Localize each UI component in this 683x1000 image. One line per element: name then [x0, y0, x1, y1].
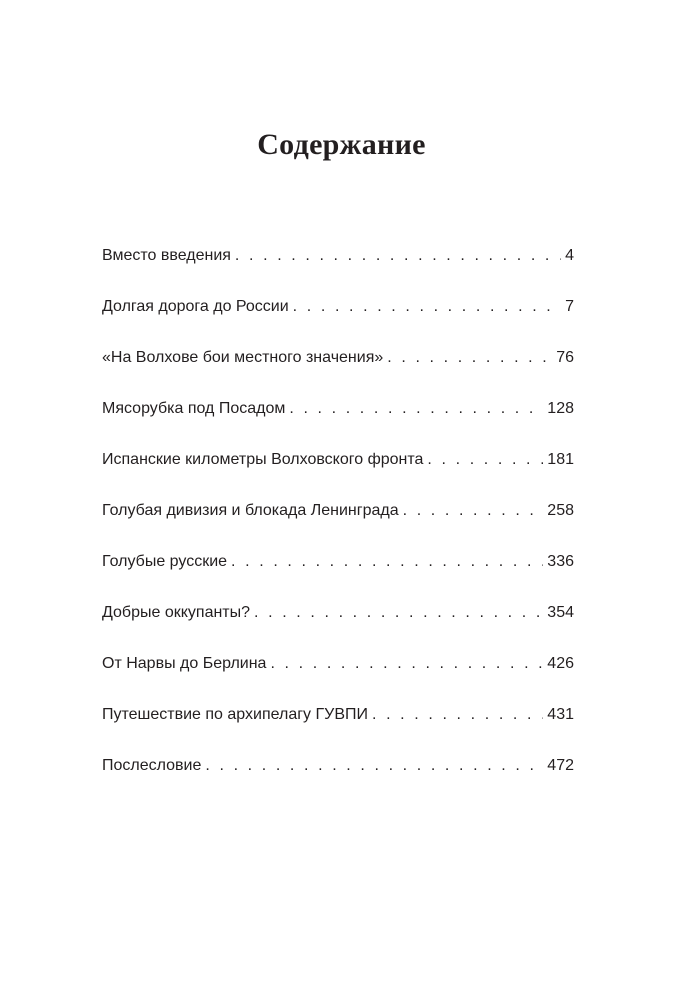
toc-entry: [102, 398, 574, 449]
page-title: Содержание: [257, 128, 426, 161]
dot-leader: [254, 602, 543, 624]
toc-entry-page: 354: [547, 604, 574, 621]
dot-leader: [427, 449, 543, 471]
toc-entry-title: Добрые оккупанты?: [102, 604, 251, 621]
toc-entry: [102, 551, 574, 602]
toc-entry-page: 4: [565, 247, 574, 264]
toc-entry-title: Мясорубка под Посадом: [102, 400, 286, 417]
toc-entry-title: «На Волхове бои местного значения»: [102, 349, 384, 366]
dot-leader: [205, 755, 543, 777]
toc-entry-page: 472: [547, 757, 574, 774]
toc-entry: [102, 449, 574, 500]
toc-entry: [102, 296, 574, 347]
toc-entry-title: Долгая дорога до России: [102, 298, 289, 315]
dot-leader: [403, 500, 544, 522]
toc-entry-page: 258: [547, 502, 574, 519]
dot-leader: [270, 653, 543, 675]
dot-leader: [235, 245, 561, 267]
dot-leader: [372, 704, 543, 726]
toc-entry-page: 426: [547, 655, 574, 672]
dot-leader: [231, 551, 543, 573]
toc-entry: [102, 500, 574, 551]
toc-entry: [102, 347, 574, 398]
dot-leader: [289, 398, 543, 420]
toc-entry-title: Голубые русские: [102, 553, 228, 570]
toc-entry-page: 181: [547, 451, 574, 468]
toc-entry: [102, 704, 574, 755]
dot-leader: [387, 347, 552, 369]
toc-entry-title: Голубая дивизия и блокада Ленинграда: [102, 502, 399, 519]
toc-entry-page: 336: [547, 553, 574, 570]
toc-entry-page: 128: [547, 400, 574, 417]
toc-entry-title: Послесловие: [102, 757, 202, 774]
toc-entry: [102, 245, 574, 296]
toc-entry-page: 76: [556, 349, 574, 366]
toc-entry: [102, 602, 574, 653]
toc-entry-page: 431: [547, 706, 574, 723]
table-of-contents: [102, 245, 574, 806]
toc-entry-title: От Нарвы до Берлина: [102, 655, 267, 672]
toc-entry-title: Испанские километры Волховского фронта: [102, 451, 424, 468]
dot-leader: [293, 296, 561, 318]
toc-entry-title: Путешествие по архипелагу ГУВПИ: [102, 706, 368, 723]
toc-entry-title: Вместо введения: [102, 247, 231, 264]
toc-entry-page: 7: [565, 298, 574, 315]
toc-entry: [102, 755, 574, 806]
toc-entry: [102, 653, 574, 704]
